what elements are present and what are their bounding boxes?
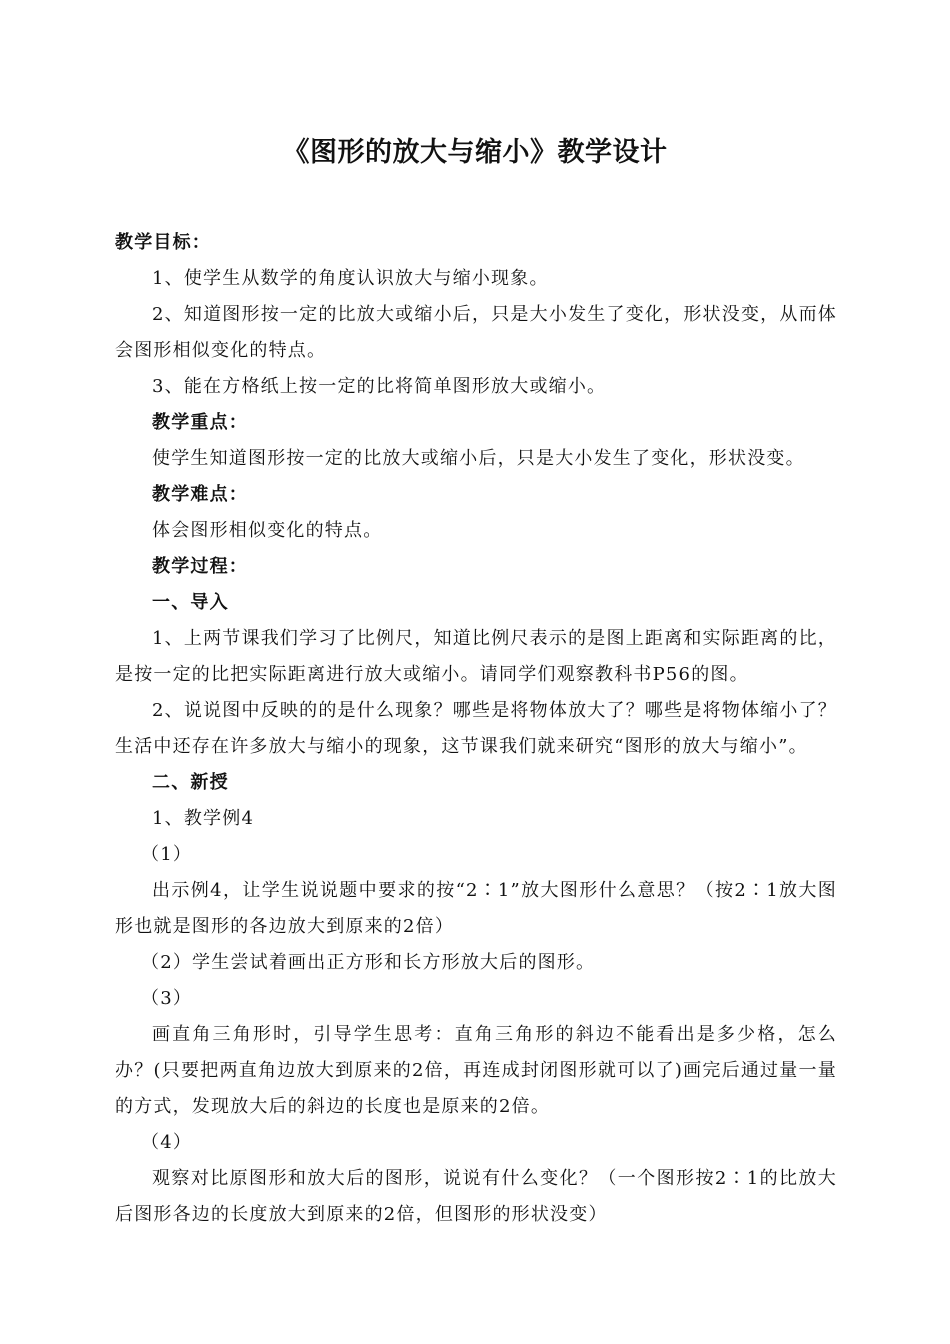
paragraph-example-4: 1、教学例4 — [152, 808, 255, 829]
document-body — [115, 225, 837, 1233]
section-heading-intro: 一、导入 — [152, 592, 229, 613]
paragraph-intro-2: 2、说说图中反映的的是什么现象？哪些是将物体放大了？哪些是将物体缩小了？生活中还存在许多放大与缩小的现象，这节课我们就来研究“图形的放大与缩小”。 — [115, 700, 837, 757]
paragraph-step-1-label: （1） — [141, 844, 193, 865]
paragraph-key-point-heading: 教学重点： — [152, 412, 248, 433]
paragraph-objectives-heading: 教学目标： — [115, 232, 211, 253]
paragraph-step-2: （2）学生尝试着画出正方形和长方形放大后的图形。 — [141, 952, 596, 973]
paragraph-process-heading: 教学过程： — [152, 556, 248, 577]
paragraph-intro-1: 1、上两节课我们学习了比例尺，知道比例尺表示的是图上距离和实际距离的比，是按一定的比把实际距离进行放大或缩小。请同学们观察教科书P56的图。 — [115, 628, 837, 685]
paragraph-objective-2: 2、知道图形按一定的比放大或缩小后，只是大小发生了变化，形状没变，从而体会图形相似变化的特点。 — [115, 304, 837, 361]
paragraph-difficulty-heading: 教学难点： — [152, 484, 248, 505]
paragraph-step-1: 出示例4，让学生说说题中要求的按“2∶1”放大图形什么意思？（按2∶1放大图形也就是图形的各边放大到原来的2倍） — [115, 880, 837, 937]
document-title: 《图形的放大与缩小》教学设计 — [282, 137, 668, 168]
paragraph-step-3: 画直角三角形时，引导学生思考：直角三角形的斜边不能看出是多少格，怎么办？(只要把两直角边放大到原来的2倍，再连成封闭图形就可以了)画完后通过量一量的方式，发现放大后的斜边的长度也是原来的2倍。 — [115, 1024, 837, 1117]
paragraph-step-4: 观察对比原图形和放大后的图形，说说有什么变化？（一个图形按2∶1的比放大后图形各边的长度放大到原来的2倍，但图形的形状没变） — [115, 1168, 837, 1225]
paragraph-step-3-label: （3） — [141, 988, 193, 1009]
paragraph-objective-1: 1、使学生从数学的角度认识放大与缩小现象。 — [152, 268, 549, 289]
paragraph-difficulty: 体会图形相似变化的特点。 — [152, 520, 383, 541]
paragraph-step-4-label: （4） — [141, 1132, 193, 1153]
section-heading-new-lesson: 二、新授 — [152, 772, 229, 793]
paragraph-objective-3: 3、能在方格纸上按一定的比将简单图形放大或缩小。 — [152, 376, 607, 397]
paragraph-key-point: 使学生知道图形按一定的比放大或缩小后，只是大小发生了变化，形状没变。 — [152, 448, 805, 469]
